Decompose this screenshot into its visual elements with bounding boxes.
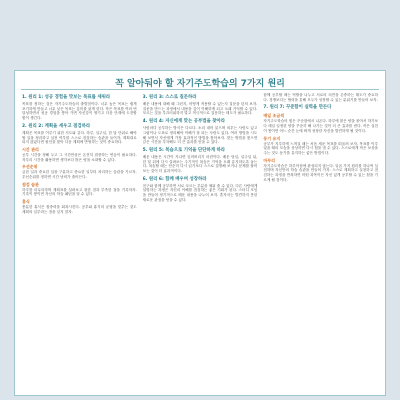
paragraph: 함께 공부할 때는 역할을 나누고 서로의 의견을 존중하는 태도가 중요하다. 경쟁보다는 협력을 통해 모두가 성장할 수 있는 분위기를 만들어 보자. bbox=[263, 93, 379, 102]
section-heading: 2. 원리 2: 계획을 세우고 점검하라 bbox=[22, 123, 91, 129]
paragraph: 충분한 휴식은 집중력을 회복시킨다. 공부와 휴식의 균형을 맞추는 것도 계획의 일부라는 점을 잊지 말자. bbox=[22, 205, 137, 214]
subsection-heading: 매일 조금씩 bbox=[263, 113, 285, 119]
subsection-heading: 우선순위 bbox=[22, 164, 38, 170]
column-3 bbox=[263, 93, 378, 390]
subsection-heading: 휴식 bbox=[22, 199, 30, 205]
paragraph: 배운 내용은 시간이 지나면 잊어버리기 마련이다. 배운 당일, 일주일 뒤, 한 달 뒤에 다시 살펴보는 주기적인 복습은 기억을 오래 유지하도록 돕는다. 복습할 때는 단순히 다시 읽기보다 스스로 설명해 보거나 문제를 풀어 보는 것이 더 효과적이다. bbox=[142, 154, 258, 174]
paragraph: 공부가 지루하게 느껴질 때는 처음 세운 목표를 떠올려 보자. 목표를 이루었을 때의 모습을 상상하면 다시 힘을 낼 수 있다. 스스로에게 작은 보상을 주는 것도 동기를 유지하는 좋은 방법이다. bbox=[263, 141, 379, 155]
section-heading: 1. 원리 1: 성공 경험을 맛보는 목표를 세워라 bbox=[22, 95, 111, 100]
paragraph: 사람마다 공부하는 방식은 다르다. 소리 내어 읽으며 외우는 사람도 있고 그림이나 도표로 정리해야 이해가 잘 되는 사람도 있다. 여러 방법을 시도해 보면서 자신에게 가장 효과적인 방법을 찾아보자. 맞는 방법을 찾으면 같은 시간을 투자해도 더 큰 효과를 얻을 수 있다. bbox=[142, 126, 258, 145]
paragraph: 공부 시간을 정해 두고 그 시간만큼은 온전히 집중하는 연습이 필요하다. 자투리 시간을 활용하면 생각보다 많은 양을 소화할 수 있다. bbox=[22, 152, 137, 162]
paragraph: 자기주도학습은 하루아침에 완성되지 않는다. 일곱 가지 원리를 하나씩 실천하며 자신만의 학습 습관을 만들어 가자. 스스로 계획하고 실천하고 점검하는 과정을 반복하면 어떤 과목이든 자신 있게 공부할 수 있는 힘을 기르게 될 것이다. bbox=[263, 163, 379, 182]
paragraph: 자기주도학습의 힘은 꾸준함에서 나온다. 하루에 많은 양을 몰아서 하기보다 매일 일정한 양을 꾸준히 해 나가는 것이 더 큰 효과를 낸다. 작은 실천이 쌓이면 어느 순간 눈에 띄게 성장한 자신을 발견하게 될 것이다. bbox=[263, 119, 379, 133]
title-bar bbox=[21, 75, 379, 90]
section-heading: 4. 원리 4: 자신에게 맞는 공부법을 찾아라 bbox=[142, 119, 225, 125]
paragraph: 급한 일과 중요한 일을 구분하고 중요한 일부터 처리하는 습관을 기르자. 우선순위를 정하면 시간 낭비가 줄어든다. bbox=[22, 170, 137, 180]
subsection-heading: 시간 관리 bbox=[22, 146, 39, 152]
section-heading: 6. 원리 6: 함께 배우며 성장하라 bbox=[142, 176, 207, 182]
paragraph: 하루를 마무리하며 계획표를 살펴보고 잘한 점과 부족한 점을 기록하자. 기록이 쌓이면 자신의 학습 패턴을 알 수 있다. bbox=[22, 187, 137, 197]
column-2 bbox=[143, 93, 258, 390]
paragraph: 배운 내용에 대해 왜 그런지, 어떻게 적용할 수 있는지 질문을 던져 보자. 질문을 만드는 과정에서 내용을 깊이 이해하게 되고 오래 기억할 수 있다. 모르는 것을 부끄러워하지 말고 적극적으로 질문하는 태도가 필요하다. bbox=[142, 102, 258, 116]
section-heading: 5. 원리 5: 복습으로 기억을 단단하게 하라 bbox=[142, 147, 225, 153]
document-page bbox=[14, 70, 386, 396]
subsection-heading: 점검 습관 bbox=[22, 181, 39, 187]
subsection-heading: 마무리 bbox=[263, 157, 275, 163]
paragraph: 친구와 함께 공부하면 서로 모르는 부분을 채워 줄 수 있다. 다른 사람에게 설명하는 과정은 자신의 이해를 점검하는 좋은 기회가 된다. 스터디 모임을 만들어 정기적으로 배운 내용을 나누어 보자. 혼자서는 발견하지 못한 새로운 관점을 얻을 수 있다. bbox=[142, 183, 258, 202]
page-title: 꼭 알아둬야 할 자기주도학습의 7가지 원리 bbox=[115, 79, 285, 89]
column-1 bbox=[22, 93, 137, 390]
paragraph: 목표를 정하는 것은 자기주도학습의 출발점이다. 너무 높은 목표는 쉽게 포기하게 만들고 너무 낮은 목표는 흥미를 잃게 한다. 작은 목표를 여러 번 달성하면서 성공 경험을 쌓아 가면 자신감이 생기고 다음 단계에 도전할 힘이 생긴다. bbox=[22, 102, 137, 121]
text-columns bbox=[22, 93, 378, 390]
subsection-heading: 동기 유지 bbox=[263, 135, 281, 141]
section-heading: 3. 원리 3: 스스로 질문하라 bbox=[142, 95, 197, 100]
paragraph: 계획은 목표를 이루기 위한 지도와 같다. 하루, 일주일, 한 달 단위로 해야 할 일을 정리하고 실천 여부를 스스로 점검하는 습관을 들이자. 계획대로 되지 않았다면 원인을 찾아 다음 계획에 반영하는 것이 중요하다. bbox=[22, 130, 137, 145]
section-heading: 7. 원리 7: 꾸준함이 실력을 만든다 bbox=[263, 105, 332, 111]
